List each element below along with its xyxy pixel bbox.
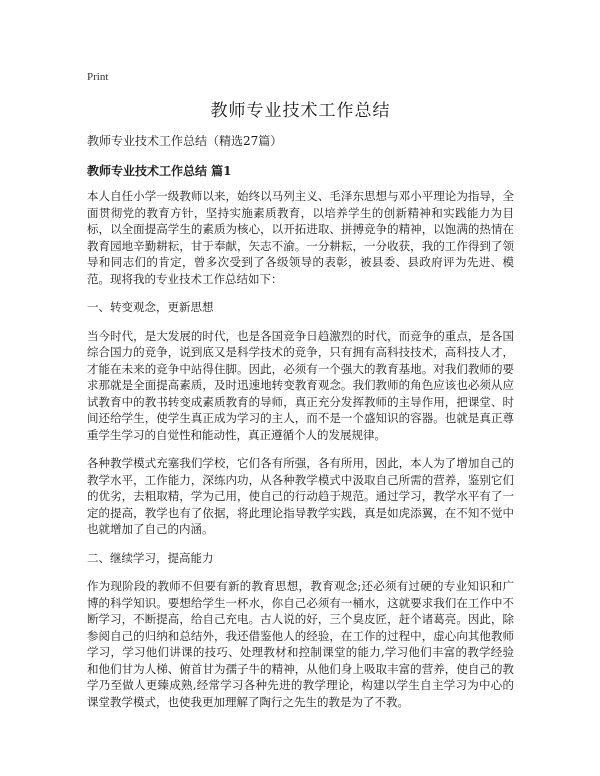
part-heading: 教师专业技术工作总结 篇1: [87, 164, 232, 178]
section1-paragraph-1: 当今时代，是大发展的时代，也是各国竞争日趋激烈的时代，而竞争的重点，是各国综合国力的竞争，说到底又是科学技术的竞争，只有拥有高科技技术，高科技人才，才能在未来的竞争中站得住脚。因此，必须有一个强大的教育基地。对我们教师的要求那就是全面提高素质，及时迅速地转变教育观念。我们教师的角色应该也必须从应试教育中的教书转变成素质教育的导师，真正充分发挥教师的主导作用，把课堂、时间还给学生，使学生真正成为学习的主人，而不是一个盛知识的容器。也就是真正尊重学生学习的自觉性和能动性，真正遵循个人的发展规律。: [87, 328, 514, 442]
section2-paragraph-1: 作为现阶段的教师不但要有新的教育思想，教育观念;还必须有过硬的专业知识和广博的科学知识。要想给学生一杯水，你自己必须有一桶水，这就要求我们在工作中不断学习，不断提高，给自己充电。古人说的好，三个臭皮匠，赶个诸葛亮。因此，除参阅自己的归纳和总结外，我还借鉴他人的经验，在工作的过程中，虚心向其他教师学习，学习他们讲课的技巧、处理教材和控制课堂的能力,学习他们丰富的教学经验和他们甘为人梯、俯首甘为孺子牛的精神，从他们身上吸取丰富的营养，使自己的教学乃至做人更臻成熟,经常学习各种先进的教学理论，构建以学生自主学习为中心的课堂教学模式，也使我更加理解了陶行之先生的教是为了不教。: [87, 579, 514, 709]
intro-paragraph: 本人自任小学一级教师以来，始终以马列主义、毛泽东思想与邓小平理论为指导，全面贯彻党的教育方针，坚持实施素质教育，以培养学生的创新精神和实践能力为目标，以全面提高学生的素质为核心，以开拓进取、拼搏竞争的精神，以饱满的热情在教育园地辛勤耕耘，甘于奉献，矢志不渝。一分耕耘，一分收获，我的工作得到了领导和同志们的肯定，曾多次受到了各级领导的表彰，被县委、县政府评为先进、模范。现将我的专业技术工作总结如下：: [87, 189, 514, 286]
print-label: Print: [87, 71, 109, 83]
section1-paragraph-2: 各种教学模式充塞我们学校，它们各有所强，各有所用，因此，本人为了增加自己的教学水平，工作能力，深练内功，从各种教学模式中汲取自己所需的营养，鉴别它们的优劣，去粗取精，学为己用，使自己的行动趋于规范。通过学习，教学水平有了一定的提高，教学也有了依据，将此理论指导教学实践，真是如虎添翼，在不知不觉中也就增加了自己的内涵。: [87, 456, 514, 536]
document-title: 教师专业技术工作总结: [210, 101, 391, 121]
section2-heading: 二、继续学习，提高能力: [87, 550, 214, 565]
section1-heading: 一、转变观念，更新思想: [87, 300, 214, 314]
document-subtitle: 教师专业技术工作总结（精选27篇）: [87, 134, 283, 148]
